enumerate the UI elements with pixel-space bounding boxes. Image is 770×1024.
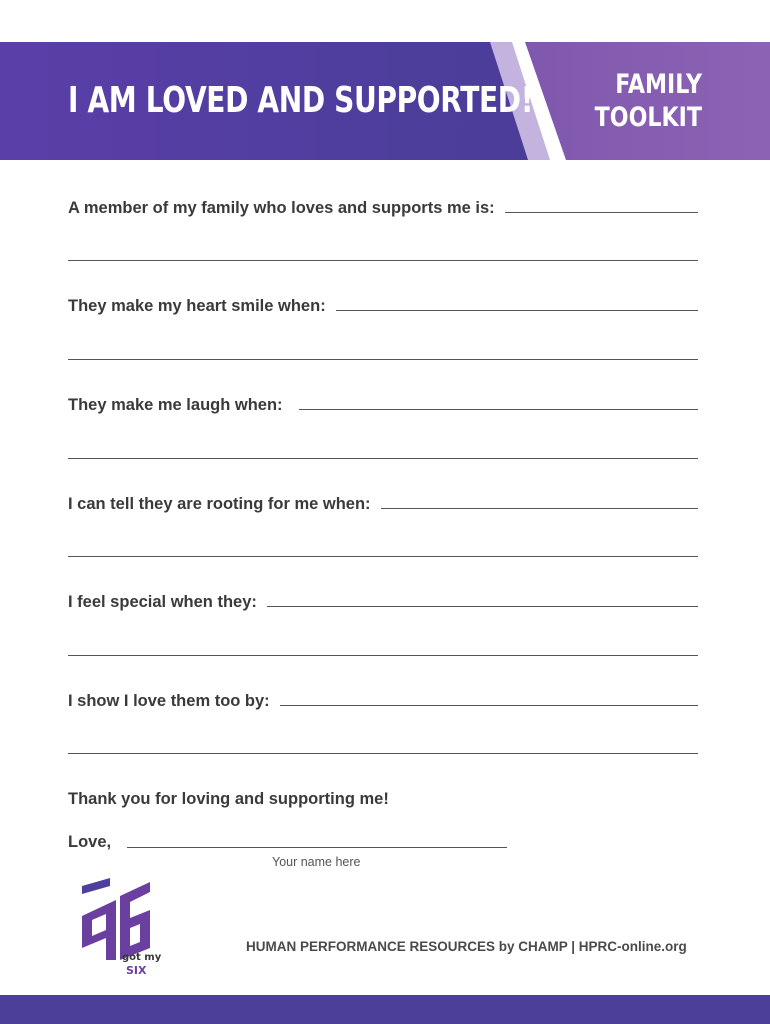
toolkit-tag: [542, 68, 702, 134]
prompt-label: I show I love them too by:: [68, 692, 270, 710]
name-hint: Your name here: [272, 855, 361, 869]
thank-you-text: Thank you for loving and supporting me!: [68, 790, 389, 808]
prompt-row: [68, 396, 698, 415]
footer-credit: HUMAN PERFORMANCE RESOURCES by CHAMP | HPRC-online.org: [246, 939, 687, 954]
bottom-bar: [0, 995, 770, 1024]
logo-shape-right: [120, 882, 150, 960]
prompt-label: I can tell they are rooting for me when:: [68, 495, 371, 513]
name-blank[interactable]: [127, 847, 507, 848]
prompt-label: I feel special when they:: [68, 593, 257, 611]
answer-line[interactable]: [68, 753, 698, 754]
header-banner: [0, 42, 770, 160]
answer-blank[interactable]: [299, 408, 698, 410]
logo-text-line1: got my: [122, 952, 162, 963]
logo-accent: [82, 878, 110, 894]
prompt-row: [68, 692, 698, 711]
prompt-row: [68, 199, 698, 218]
answer-line[interactable]: [68, 359, 698, 360]
got-my-six-logo: [80, 878, 162, 978]
answer-blank[interactable]: [336, 309, 698, 311]
page-title: I AM LOVED AND SUPPORTED!: [68, 80, 534, 121]
answer-blank[interactable]: [381, 507, 698, 509]
answer-blank[interactable]: [280, 704, 698, 706]
prompt-label: They make my heart smile when:: [68, 297, 326, 315]
answer-line[interactable]: [68, 260, 698, 261]
prompt-label: A member of my family who loves and supports me is:: [68, 199, 495, 217]
prompt-row: [68, 297, 698, 316]
prompt-row: [68, 593, 698, 612]
prompt-row: [68, 495, 698, 514]
answer-line[interactable]: [68, 458, 698, 459]
answer-blank[interactable]: [267, 605, 698, 607]
answer-line[interactable]: [68, 655, 698, 656]
answer-line[interactable]: [68, 556, 698, 557]
tag-line-2: TOOLKIT: [594, 102, 702, 133]
tag-line-1: FAMILY: [615, 69, 702, 100]
prompt-label: They make me laugh when:: [68, 396, 283, 414]
signature-row: [68, 833, 507, 852]
love-label: Love,: [68, 833, 112, 851]
logo-text-line2: SIX: [126, 964, 147, 977]
answer-blank[interactable]: [505, 211, 698, 213]
